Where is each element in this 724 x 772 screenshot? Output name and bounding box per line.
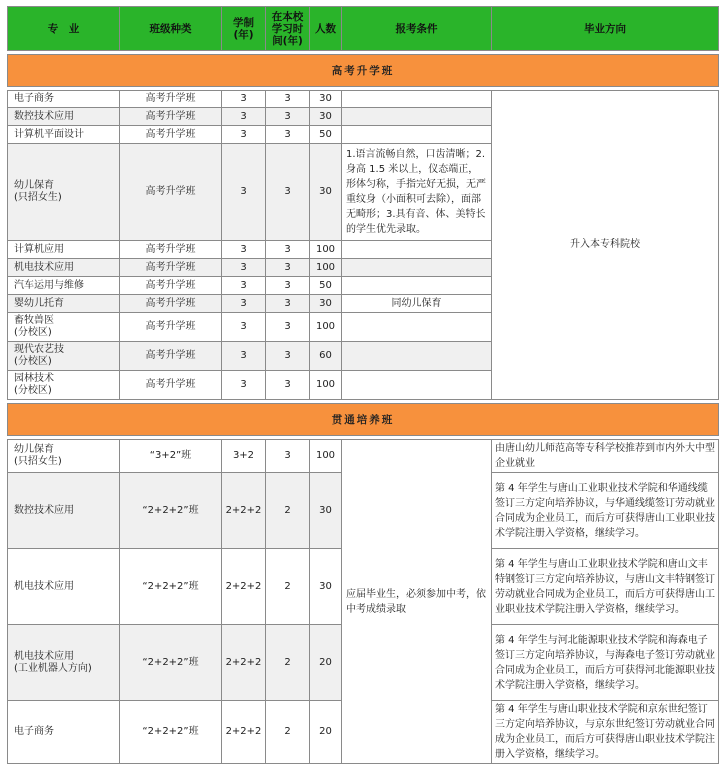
count-cell: 30 — [310, 473, 342, 549]
duration-cell: 2+2+2 — [222, 473, 266, 549]
destination-cell: 第 4 年学生与唐山职业技术学院和京东世纪签订三方定向培养协议，与京东世纪签订劳动就业合同成为企业员工，而后方可获得唐山职业技术学院注册入学资格，继续学习。 — [492, 701, 719, 764]
duration-cell: 3 — [222, 371, 266, 400]
major-cell: 计算机应用 — [8, 241, 120, 259]
section-header — [8, 55, 719, 87]
major-cell: 数控技术应用 — [8, 108, 120, 126]
class-type-cell: 高考升学班 — [120, 126, 222, 144]
count-cell: 100 — [310, 371, 342, 400]
duration-cell: 3 — [222, 241, 266, 259]
count-cell: 50 — [310, 126, 342, 144]
major-cell: 电子商务 — [8, 701, 120, 764]
duration-cell: 3 — [222, 108, 266, 126]
study-time-cell: 2 — [266, 625, 310, 701]
condition-empty — [342, 313, 492, 342]
count-cell: 100 — [310, 313, 342, 342]
count-cell: 20 — [310, 701, 342, 764]
major-cell: 汽车运用与维修 — [8, 277, 120, 295]
study-time-cell: 3 — [266, 126, 310, 144]
header-count: 人数 — [310, 7, 342, 51]
header-major: 专 业 — [8, 7, 120, 51]
duration-cell: 3 — [222, 295, 266, 313]
condition-empty — [342, 259, 492, 277]
condition-empty — [342, 91, 492, 108]
study-time-cell: 3 — [266, 144, 310, 241]
study-time-cell: 3 — [266, 241, 310, 259]
class-type-cell: 高考升学班 — [120, 342, 222, 371]
duration-cell: 3 — [222, 91, 266, 108]
class-type-cell: “2+2+2”班 — [120, 473, 222, 549]
duration-cell: 3 — [222, 277, 266, 295]
class-type-cell: 高考升学班 — [120, 241, 222, 259]
table-row — [8, 91, 719, 108]
study-time-cell: 2 — [266, 549, 310, 625]
count-cell: 30 — [310, 295, 342, 313]
enrollment-table — [7, 6, 719, 764]
study-time-cell: 2 — [266, 473, 310, 549]
class-type-cell: “2+2+2”班 — [120, 701, 222, 764]
count-cell: 100 — [310, 241, 342, 259]
class-type-cell: 高考升学班 — [120, 277, 222, 295]
destination-cell: 由唐山幼儿师范高等专科学校推荐到市内外大中型企业就业 — [492, 440, 719, 473]
header-study-time: 在本校学习时间(年) — [266, 7, 310, 51]
major-cell: 园林技术 (分校区) — [8, 371, 120, 400]
major-cell: 数控技术应用 — [8, 473, 120, 549]
header-destination: 毕业方向 — [492, 7, 719, 51]
duration-cell: 3 — [222, 126, 266, 144]
class-type-cell: 高考升学班 — [120, 295, 222, 313]
study-time-cell: 3 — [266, 108, 310, 126]
table-row — [8, 440, 719, 473]
count-cell: 100 — [310, 440, 342, 473]
section1-title: 高考升学班 — [8, 55, 719, 87]
study-time-cell: 3 — [266, 259, 310, 277]
duration-cell: 3 — [222, 342, 266, 371]
duration-cell: 2+2+2 — [222, 549, 266, 625]
duration-cell: 3 — [222, 313, 266, 342]
study-time-cell: 3 — [266, 440, 310, 473]
condition-empty — [342, 277, 492, 295]
duration-cell: 2+2+2 — [222, 625, 266, 701]
duration-cell: 2+2+2 — [222, 701, 266, 764]
count-cell: 30 — [310, 91, 342, 108]
duration-cell: 3+2 — [222, 440, 266, 473]
section2-title: 贯通培养班 — [8, 404, 719, 436]
major-cell: 电子商务 — [8, 91, 120, 108]
class-type-cell: 高考升学班 — [120, 313, 222, 342]
study-time-cell: 3 — [266, 371, 310, 400]
condition-childcare: 1.语言流畅自然，口齿清晰；2.身高 1.5 米以上，仪态端正，形体匀称，手指完好无损，无严重纹身（小面积可去除），面部无畸形；3.具有音、体、美特长的学生优先录取。 — [342, 144, 492, 241]
study-time-cell: 3 — [266, 277, 310, 295]
duration-cell: 3 — [222, 259, 266, 277]
major-cell: 现代农艺技 (分校区) — [8, 342, 120, 371]
header-row — [8, 7, 719, 51]
major-cell: 畜牧兽医 (分校区) — [8, 313, 120, 342]
major-cell: 计算机平面设计 — [8, 126, 120, 144]
destination-cell: 第 4 年学生与唐山工业职业技术学院和唐山文丰特钢签订三方定向培养协议，与唐山文丰特钢签订劳动就业合同成为企业员工，而后方可获得唐山工业职业技术学院注册入学资格，继续学习。 — [492, 549, 719, 625]
class-type-cell: “3+2”班 — [120, 440, 222, 473]
count-cell: 30 — [310, 549, 342, 625]
condition-empty — [342, 108, 492, 126]
destination-cell: 升入本专科院校 — [492, 91, 719, 400]
count-cell: 30 — [310, 108, 342, 126]
major-cell: 机电技术应用 — [8, 549, 120, 625]
class-type-cell: 高考升学班 — [120, 144, 222, 241]
count-cell: 60 — [310, 342, 342, 371]
class-type-cell: 高考升学班 — [120, 108, 222, 126]
study-time-cell: 3 — [266, 295, 310, 313]
study-time-cell: 3 — [266, 313, 310, 342]
major-cell: 机电技术应用 (工业机器人方向) — [8, 625, 120, 701]
study-time-cell: 3 — [266, 91, 310, 108]
major-cell: 婴幼儿托育 — [8, 295, 120, 313]
destination-cell: 第 4 年学生与河北能源职业技术学院和海森电子签订三方定向培养协议，与海森电子签订劳动就业合同成为企业员工，而后方可获得河北能源职业技术学院注册入学资格，继续学习。 — [492, 625, 719, 701]
class-type-cell: 高考升学班 — [120, 259, 222, 277]
study-time-cell: 2 — [266, 701, 310, 764]
destination-cell: 第 4 年学生与唐山工业职业技术学院和华通线缆签订三方定向培养协议，与华通线缆签订劳动就业合同成为企业员工，而后方可获得唐山工业职业技术学院注册入学资格，继续学习。 — [492, 473, 719, 549]
duration-cell: 3 — [222, 144, 266, 241]
major-cell: 机电技术应用 — [8, 259, 120, 277]
header-class-type: 班级种类 — [120, 7, 222, 51]
class-type-cell: “2+2+2”班 — [120, 549, 222, 625]
condition-empty — [342, 342, 492, 371]
class-type-cell: 高考升学班 — [120, 91, 222, 108]
condition-graduates: 应届毕业生，必须参加中考，依中考成绩录取 — [342, 440, 492, 764]
header-requirements: 报考条件 — [342, 7, 492, 51]
major-cell: 幼儿保育 (只招女生) — [8, 440, 120, 473]
condition-empty — [342, 126, 492, 144]
count-cell: 100 — [310, 259, 342, 277]
study-time-cell: 3 — [266, 342, 310, 371]
count-cell: 30 — [310, 144, 342, 241]
count-cell: 20 — [310, 625, 342, 701]
condition-empty — [342, 241, 492, 259]
count-cell: 50 — [310, 277, 342, 295]
condition-empty — [342, 371, 492, 400]
class-type-cell: “2+2+2”班 — [120, 625, 222, 701]
condition-infant: 同幼儿保育 — [342, 295, 492, 313]
header-duration: 学制(年) — [222, 7, 266, 51]
section-header — [8, 404, 719, 436]
major-cell: 幼儿保育 (只招女生) — [8, 144, 120, 241]
class-type-cell: 高考升学班 — [120, 371, 222, 400]
